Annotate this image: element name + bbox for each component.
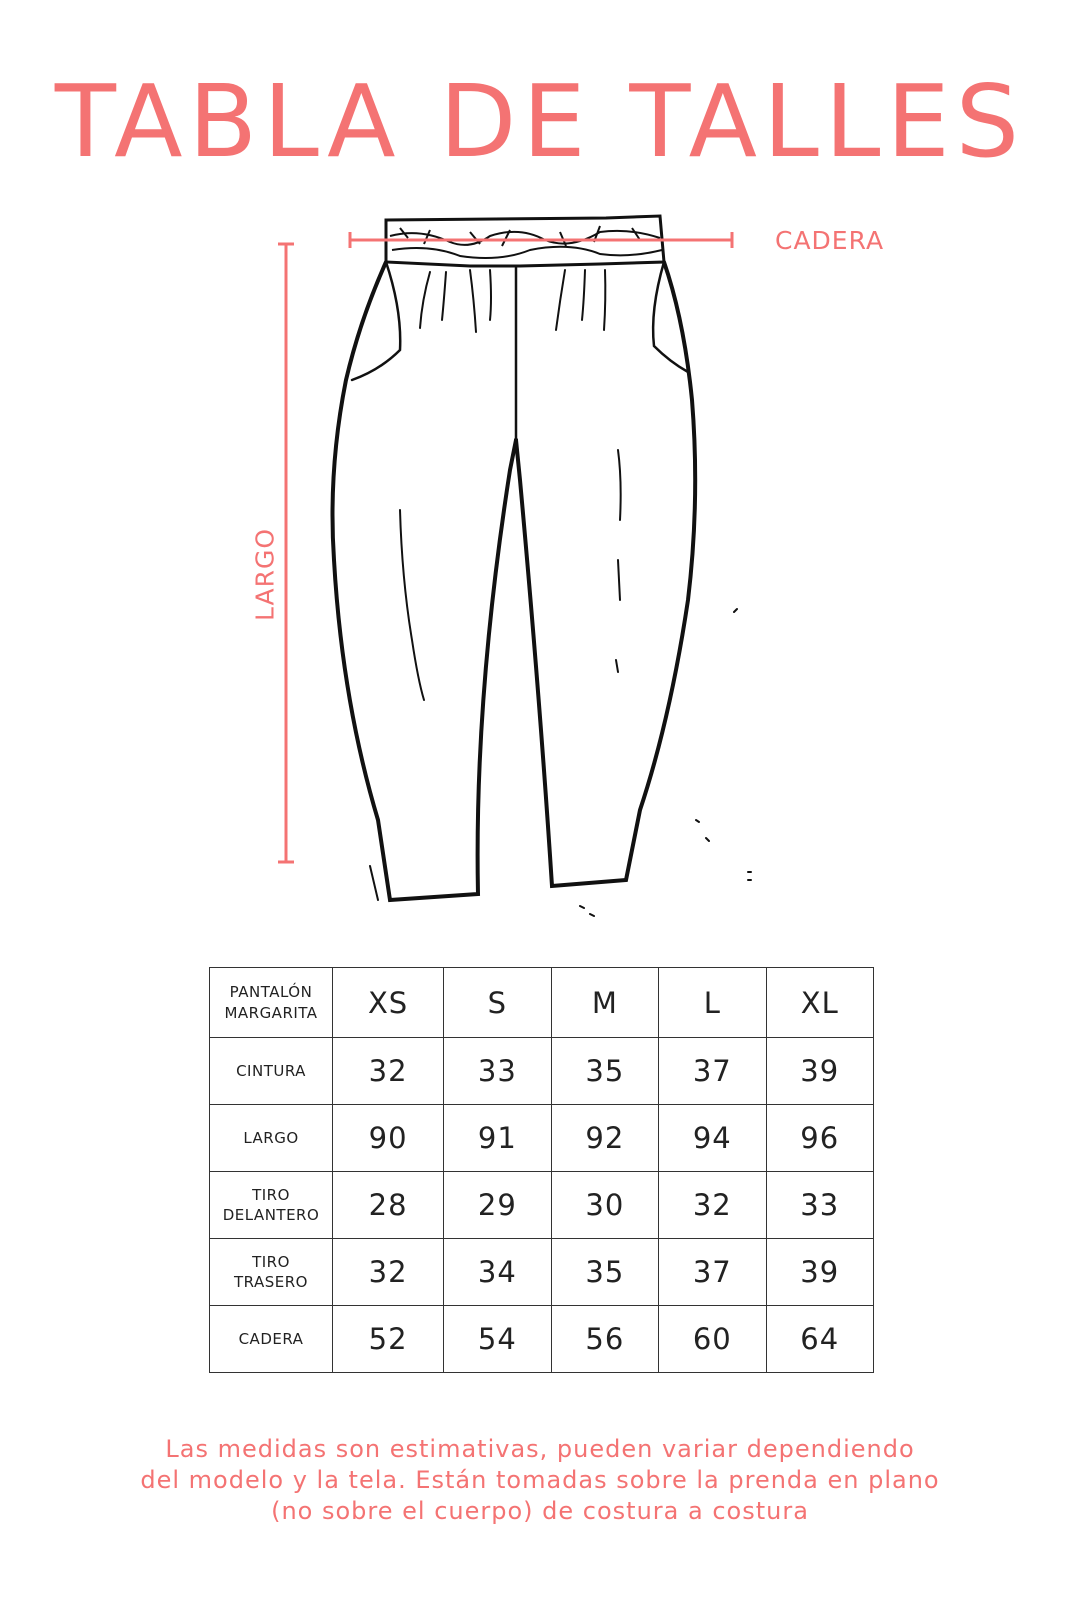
corner-cell (210, 968, 333, 1038)
hip-label: CADERA (775, 226, 885, 255)
measure-cell: 56 (551, 1306, 658, 1373)
measure-cell: 54 (444, 1306, 551, 1373)
measure-cell: 35 (551, 1239, 658, 1306)
table-row (210, 1172, 874, 1239)
measure-cell: 96 (766, 1105, 873, 1172)
row-label-line: DELANTERO (222, 1206, 320, 1224)
row-label-line: TIRO (252, 1185, 290, 1204)
measure-cell: 32 (333, 1239, 444, 1306)
length-measure-line (278, 244, 294, 862)
size-header: S (444, 968, 551, 1038)
table-row (210, 1306, 874, 1373)
table-row (210, 1038, 874, 1105)
measure-cell: 35 (551, 1038, 658, 1105)
size-header: XS (333, 968, 444, 1038)
measure-cell: 52 (333, 1306, 444, 1373)
measure-cell: 30 (551, 1172, 658, 1239)
corner-line: PANTALÓN (229, 983, 313, 1002)
measure-cell: 90 (333, 1105, 444, 1172)
corner-line: MARGARITA (224, 1003, 318, 1022)
measurement-note (60, 1434, 1020, 1528)
row-label: CADERA (210, 1306, 333, 1373)
measure-cell: 37 (659, 1239, 766, 1306)
measure-cell: 60 (659, 1306, 766, 1373)
measure-cell: 33 (444, 1038, 551, 1105)
table-row (210, 1105, 874, 1172)
measure-cell: 32 (659, 1172, 766, 1239)
row-label: LARGO (210, 1105, 333, 1172)
measure-cell: 94 (659, 1105, 766, 1172)
row-label (210, 1239, 333, 1306)
note-line: (no sobre el cuerpo) de costura a costura (271, 1497, 809, 1526)
measure-cell: 32 (333, 1038, 444, 1105)
measure-cell: 64 (766, 1306, 873, 1373)
measure-cell: 33 (766, 1172, 873, 1239)
table-row (210, 1239, 874, 1306)
size-table (209, 967, 874, 1373)
note-line: Las medidas son estimativas, pueden variar dependiendo (165, 1435, 915, 1463)
sketch-lines (400, 270, 751, 916)
measure-cell: 37 (659, 1038, 766, 1105)
length-label: LARGO (250, 527, 280, 622)
measure-cell: 28 (333, 1172, 444, 1239)
row-label-line: TRASERO (234, 1273, 308, 1291)
size-header: L (659, 968, 766, 1038)
measure-cell: 91 (444, 1105, 551, 1172)
pants-outline (333, 262, 696, 900)
size-header: M (551, 968, 658, 1038)
note-line: del modelo y la tela. Están tomadas sobre la prenda en plano (140, 1466, 940, 1495)
row-label (210, 1172, 333, 1239)
size-header: XL (766, 968, 873, 1038)
page-title: TABLA DE TALLES (54, 63, 1026, 180)
measure-cell: 39 (766, 1038, 873, 1105)
row-label-line: TIRO (252, 1252, 290, 1271)
measure-cell: 34 (444, 1239, 551, 1306)
size-header-row (210, 968, 874, 1038)
row-label: CINTURA (210, 1038, 333, 1105)
measure-cell: 92 (551, 1105, 658, 1172)
measure-cell: 29 (444, 1172, 551, 1239)
measure-cell: 39 (766, 1239, 873, 1306)
hip-measure-line (350, 232, 732, 248)
